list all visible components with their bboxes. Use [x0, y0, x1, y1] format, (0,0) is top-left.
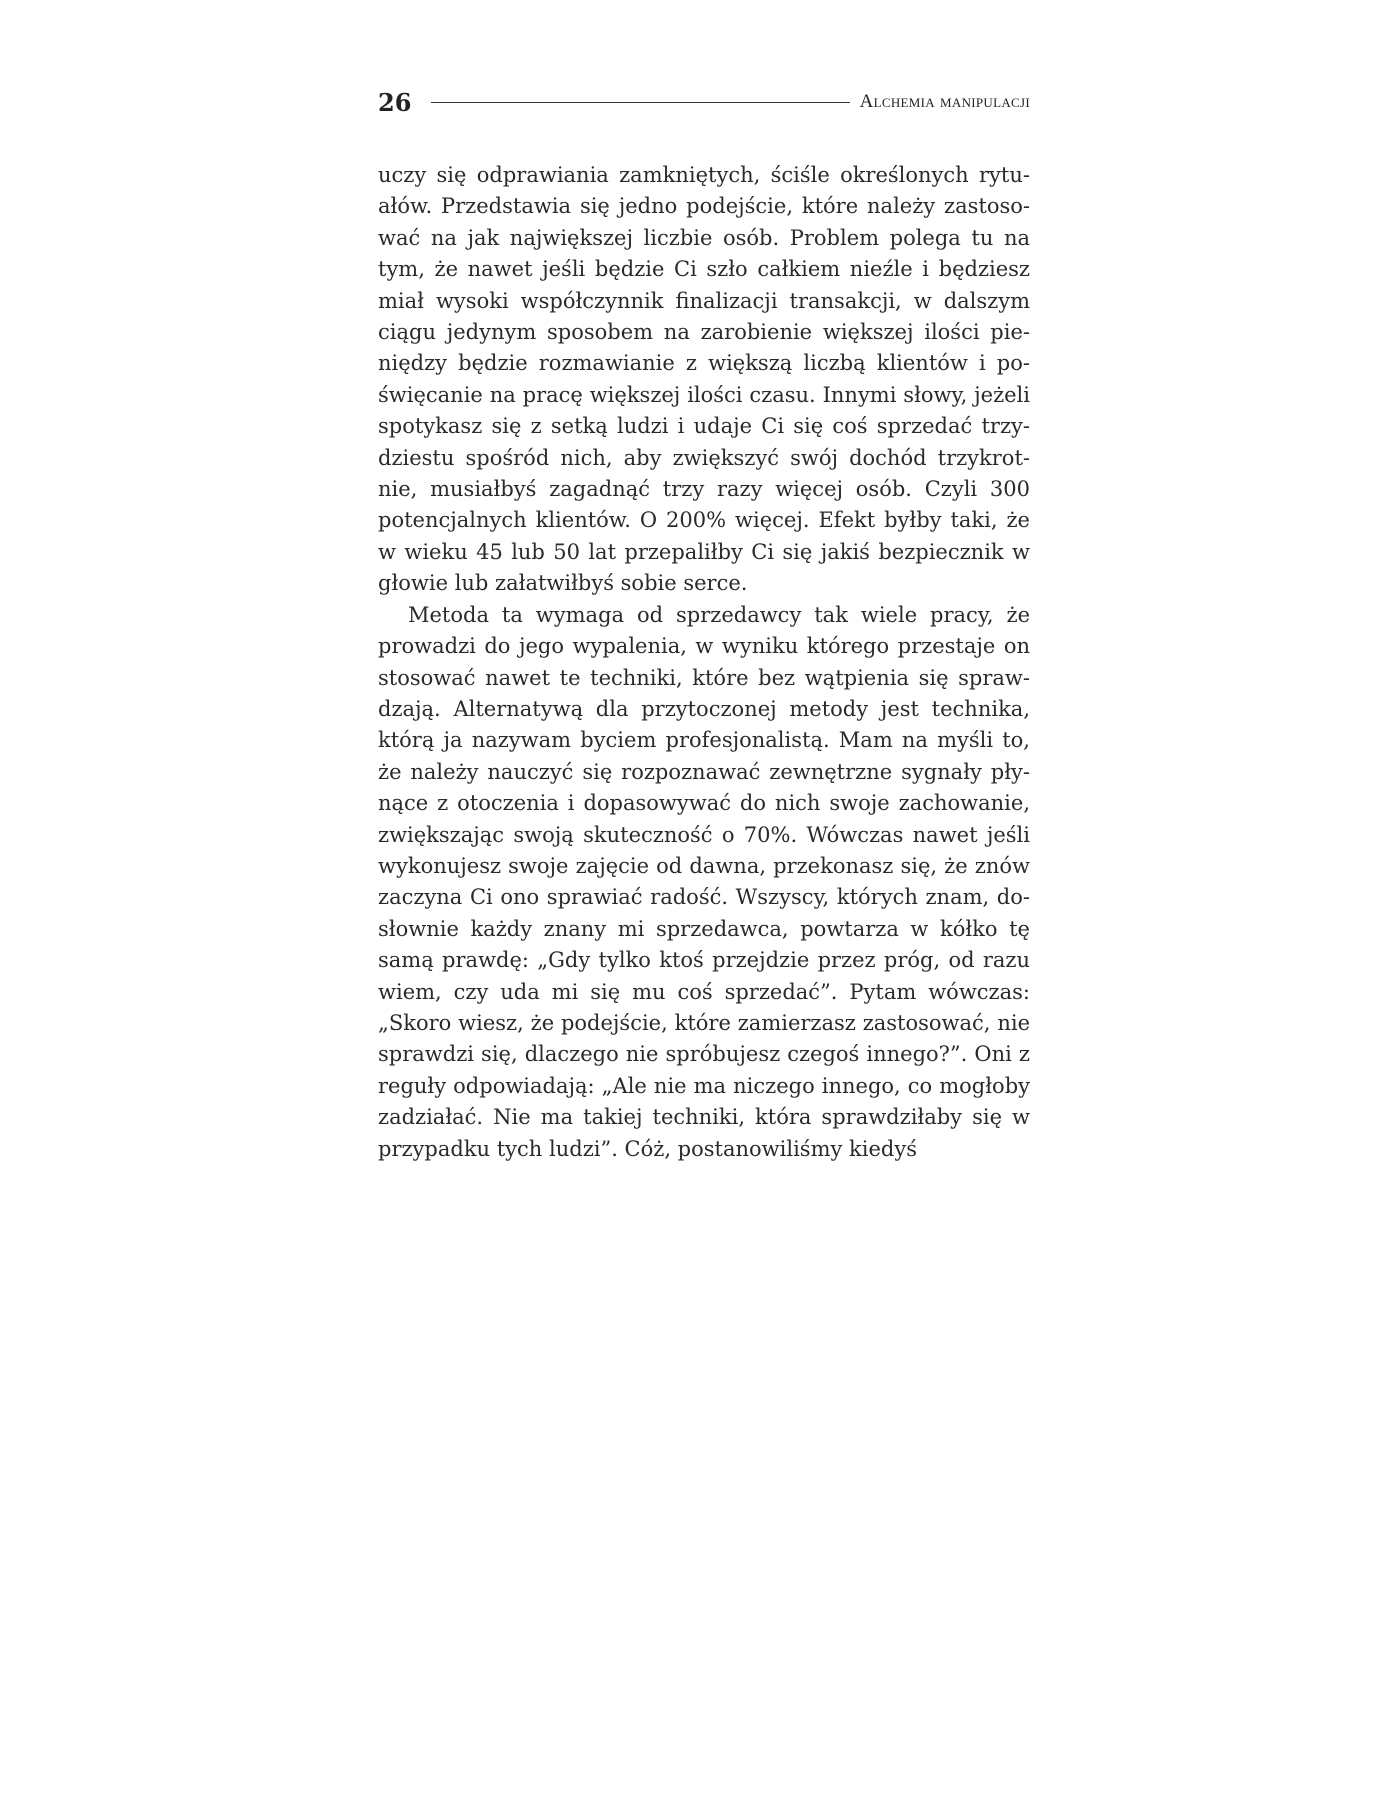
paragraph-continued: uczy się odprawiania zamkniętych, ściśle określonych rytuałów. Przedstawia się jedno podejście, które należy zastosować na jak największej liczbie osób. Problem polega tu na tym, że nawet jeśli będzie Ci szło całkiem nieźle i będziesz miał wysoki współczynnik finalizacji transakcji, w dalszym ciągu jedynym sposobem na zarobienie większej ilości pieniędzy będzie rozmawianie z większą liczbą klientów i poświęcanie na pracę większej ilości czasu. Innymi słowy, jeżeli spotykasz się z setką ludzi i udaje Ci się coś sprzedać trzydziestu spośród nich, aby zwiększyć swój dochód trzykrotnie, musiałbyś zagadnąć trzy razy więcej osób. Czyli 300 potencjalnych klientów. O 200% więcej. Efekt byłby taki, że w wieku 45 lub 50 lat przepaliłby Ci się jakiś bezpiecznik w głowie lub załatwiłbyś sobie serce. — [378, 163, 1030, 596]
header-rule — [431, 102, 849, 103]
body-text — [378, 160, 1030, 1165]
paragraph: Metoda ta wymaga od sprzedawcy tak wiele pracy, że prowadzi do jego wypalenia, w wyniku którego przestaje on stosować nawet te techniki, które bez wątpienia się sprawdzają. Alternatywą dla przytoczonej metody jest technika, którą ja nazywam byciem profesjonalistą. Mam na myśli to, że należy nauczyć się rozpoznawać zewnętrzne sygnały płynące z otoczenia i dopasowywać do nich swoje zachowanie, zwiększając swoją skuteczność o 70%. Wówczas nawet jeśli wykonujesz swoje zajęcie od dawna, przekonasz się, że znów zaczyna Ci ono sprawiać radość. Wszyscy, których znam, dosłownie każdy znany mi sprzedawca, powtarza w kółko tę samą prawdę: „Gdy tylko ktoś przejdzie przez próg, od razu wiem, czy uda mi się mu coś sprzedać”. Pytam wówczas: „Skoro wiesz, że podejście, które zamierzasz zastosować, nie sprawdzi się, dlaczego nie spróbujesz czegoś innego?”. Oni z reguły odpowiadają: „Ale nie ma niczego innego, co mogłoby zadziałać. Nie ma takiej techniki, która sprawdziłaby się w przypadku tych ludzi”. Cóż, postanowiliśmy kiedyś — [378, 602, 1030, 1161]
running-header — [378, 82, 1030, 122]
book-title: Alchemia manipulacji — [859, 91, 1030, 112]
page-number: 26 — [378, 87, 412, 117]
